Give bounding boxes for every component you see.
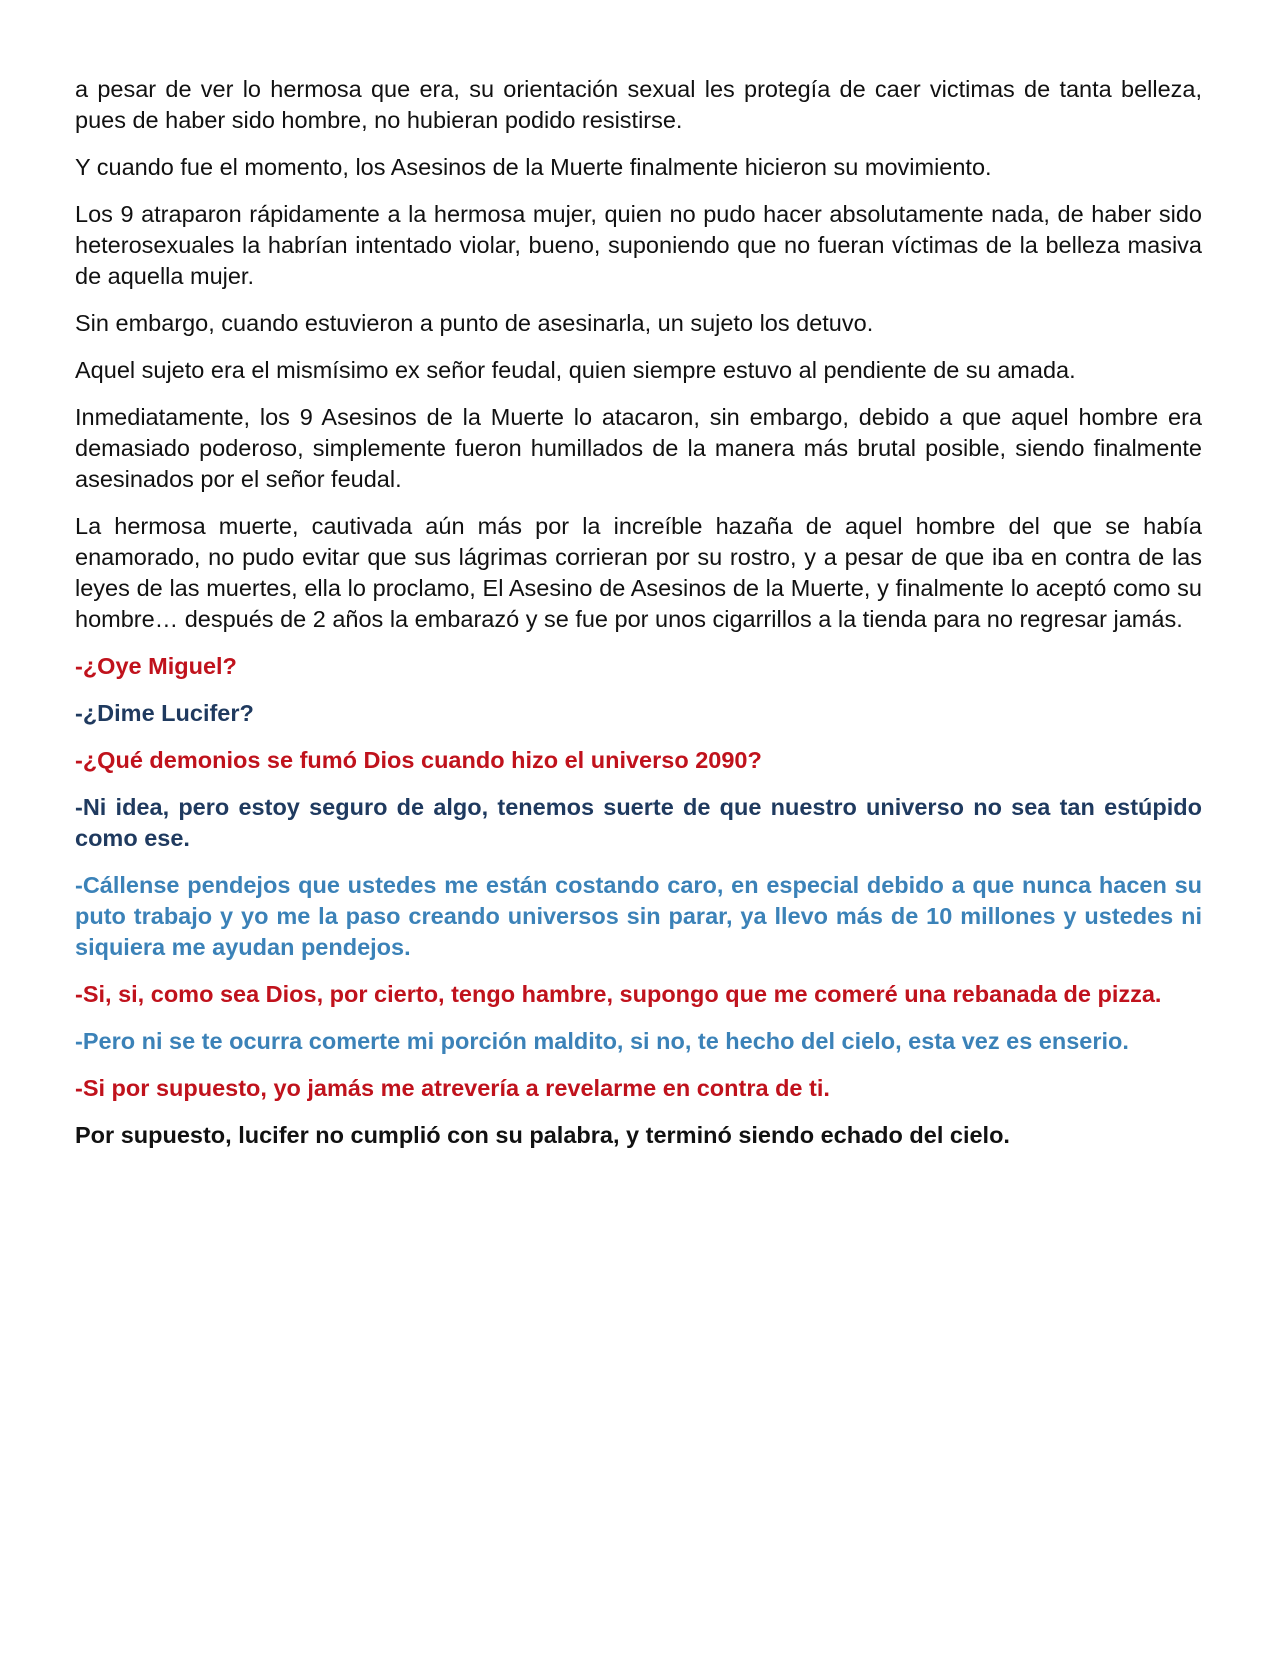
narration-paragraph: La hermosa muerte, cautivada aún más por la increíble hazaña de aquel hombre del que se había enamorado, no pudo evitar que sus lágrimas corrieran por su rostro, y a pesar de que iba en contra de las leyes de las muertes, ella lo proclamo, El Asesino de Asesinos de la Muerte, y finalmente lo aceptó como su hombre… después de 2 años la embarazó y se fue por unos cigarrillos a la tienda para no regresar jamás. — [75, 513, 1202, 632]
narration-paragraph: Aquel sujeto era el mismísimo ex señor feudal, quien siempre estuvo al pendiente de su amada. — [75, 357, 1076, 383]
dialogue-line-miguel: -Ni idea, pero estoy seguro de algo, tenemos suerte de que nuestro universo no sea tan estúpido como ese. — [75, 794, 1202, 851]
narration-paragraph: Los 9 atraparon rápidamente a la hermosa mujer, quien no pudo hacer absolutamente nada, de haber sido heterosexuales la habrían intentado violar, bueno, suponiendo que no fueran víctimas de la belleza masiva de aquella mujer. — [75, 201, 1202, 289]
narration-paragraph: Sin embargo, cuando estuvieron a punto de asesinarla, un sujeto los detuvo. — [75, 310, 874, 336]
dialogue-line-lucifer: -¿Oye Miguel? — [75, 653, 237, 679]
dialogue-line-lucifer: -¿Qué demonios se fumó Dios cuando hizo el universo 2090? — [75, 747, 762, 773]
closing-paragraph: Por supuesto, lucifer no cumplió con su palabra, y terminó siendo echado del cielo. — [75, 1122, 1010, 1148]
dialogue-line-lucifer: -Si por supuesto, yo jamás me atrevería a revelarme en contra de ti. — [75, 1075, 830, 1101]
document-page — [75, 74, 1202, 1167]
dialogue-line-lucifer: -Si, si, como sea Dios, por cierto, tengo hambre, supongo que me comeré una rebanada de pizza. — [75, 981, 1162, 1007]
dialogue-line-miguel: -¿Dime Lucifer? — [75, 700, 254, 726]
dialogue-line-dios: -Pero ni se te ocurra comerte mi porción maldito, si no, te hecho del cielo, esta vez es enserio. — [75, 1028, 1129, 1054]
narration-paragraph: a pesar de ver lo hermosa que era, su orientación sexual les protegía de caer victimas de tanta belleza, pues de haber sido hombre, no hubieran podido resistirse. — [75, 76, 1202, 133]
dialogue-line-dios: -Cállense pendejos que ustedes me están costando caro, en especial debido a que nunca hacen su puto trabajo y yo me la paso creando universos sin parar, ya llevo más de 10 millones y ustedes ni siquiera me ayudan pendejos. — [75, 872, 1202, 960]
narration-paragraph: Inmediatamente, los 9 Asesinos de la Muerte lo atacaron, sin embargo, debido a que aquel hombre era demasiado poderoso, simplemente fueron humillados de la manera más brutal posible, siendo finalmente asesinados por el señor feudal. — [75, 404, 1202, 492]
narration-paragraph: Y cuando fue el momento, los Asesinos de la Muerte finalmente hicieron su movimiento. — [75, 154, 992, 180]
